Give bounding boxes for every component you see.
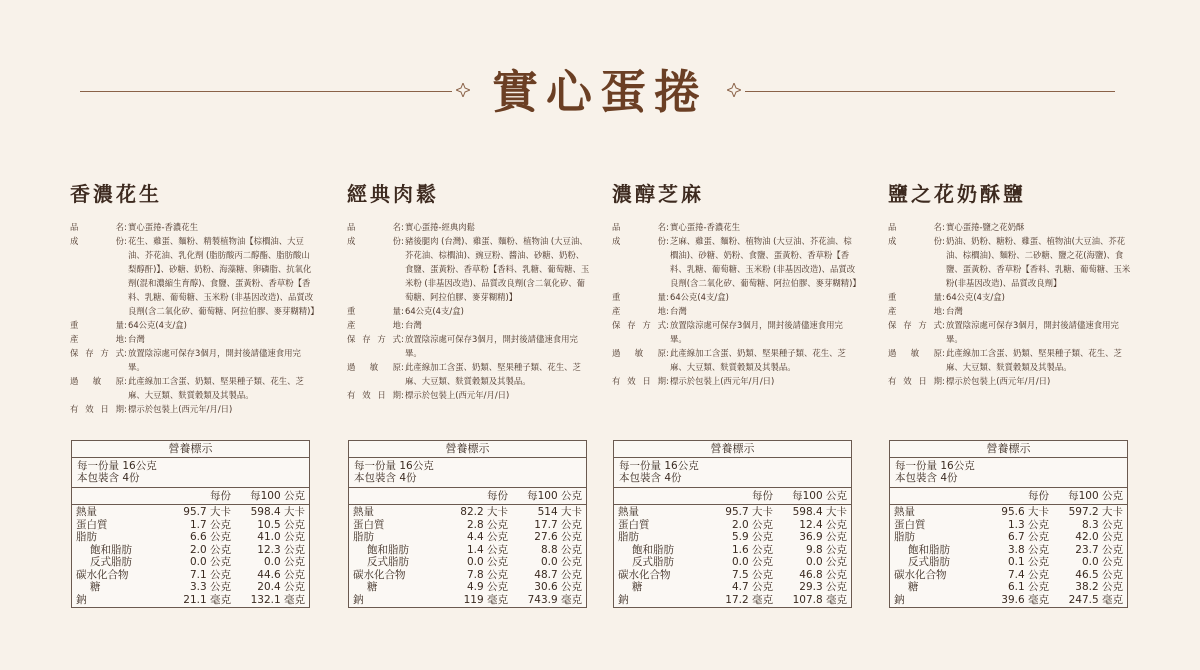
nutrient-per-100g: 36.9 公克 [799,531,847,543]
spec-label: 過敏原 [70,376,124,386]
nutrient-per-serving: 4.4 公克 [466,531,508,543]
product-column [888,180,1133,388]
spec-colon: : [401,334,404,344]
nutrient-name: 蛋白質 [353,518,385,531]
spec-value: 標示於包裝上(西元年/月/日) [670,376,775,386]
spec-value: 台灣 [405,320,422,330]
spec-label: 重量 [612,292,666,302]
spec-row-weight [888,290,1133,304]
spec-row-origin [70,332,315,346]
spec-colon: : [666,292,669,302]
spec-row-name [347,220,592,234]
spec-value: 台灣 [670,306,687,316]
nutrition-header-row [349,487,586,504]
spec-label: 產地 [612,306,666,316]
product-spec [347,220,592,402]
nutrient-name: 糖 [90,581,101,593]
nutrient-name: 碳水化合物 [76,568,129,581]
nutrient-per-serving: 6.7 公克 [1007,531,1049,543]
nutrient-per-100g: 8.3 公克 [1081,518,1123,531]
nutrition-row [890,531,1127,544]
nutrition-header-per-100g: 每100 公克 [250,490,305,502]
spec-label: 成份 [612,236,666,246]
nutrition-header-per-100g: 每100 公克 [792,490,847,502]
spec-label: 重量 [70,320,124,330]
nutrition-header-blank [614,488,703,504]
nutrient-per-serving: 2.0 公克 [189,543,231,556]
nutrition-header-per-serving: 每份 [487,490,508,502]
spec-row-ingredients [347,234,592,304]
spec-colon: : [942,222,945,232]
spec-label: 過敏原 [612,348,666,358]
nutrient-name: 鈉 [618,593,629,606]
spec-colon: : [942,292,945,302]
nutrient-name: 反式脂肪 [367,556,409,568]
nutrition-serving-info [890,458,1127,484]
spec-label: 品名 [70,222,124,232]
nutrition-rows [890,504,1127,607]
nutrition-header-per-serving: 每份 [1028,490,1049,502]
spec-colon: : [666,306,669,316]
nutrition-row [614,556,851,569]
product-name: 鹽之花奶酥鹽 [888,182,1026,206]
spec-colon: : [401,390,404,400]
nutrition-header-blank [349,488,438,504]
spec-label: 成份 [347,236,401,246]
nutrient-per-100g: 12.4 公克 [799,518,847,531]
nutrient-per-serving: 4.9 公克 [466,581,508,593]
spec-row-weight [612,290,857,304]
spec-label: 產地 [888,306,942,316]
nutrient-name: 糖 [367,581,378,593]
nutrient-per-100g: 598.4 大卡 [792,506,847,518]
nutrition-title: 營養標示 [890,441,1127,458]
nutrient-per-100g: 46.8 公克 [799,568,847,581]
nutrition-header-blank [890,488,979,504]
spec-row-storage [70,346,315,374]
nutrient-name: 反式脂肪 [908,556,950,568]
spec-value: 豬後腿肉 (台灣)、雞蛋、麵粉、植物油 (大豆油、芥花油、棕櫚油)、豌豆粉、醬油、砂糖、奶粉、食鹽、蛋黃粉、香草粉【香料、乳糖、葡萄糖、玉米粉 (非基因改造)、品質改良劑(含二氧化矽、葡萄糖、阿拉伯膠、麥芽糊精)】 [405,236,590,302]
spec-row-allergen [70,374,315,402]
nutrient-per-100g: 0.0 公克 [540,556,582,568]
nutrition-serving-info [614,458,851,484]
nutrient-per-serving: 1.4 公克 [466,543,508,556]
nutrition-title: 營養標示 [72,441,309,458]
spec-value: 64公克(4支/盒) [405,306,464,316]
servings-per-package: 本包裝含 4份 [77,472,140,484]
product-column [612,180,861,388]
nutrient-per-100g: 20.4 公克 [257,581,305,593]
spec-colon: : [942,376,945,386]
nutrient-per-serving: 1.3 公克 [1007,518,1049,531]
nutrient-per-100g: 514 大卡 [537,506,582,518]
nutrient-name: 碳水化合物 [618,568,671,581]
nutrition-row [72,544,309,557]
nutrient-name: 碳水化合物 [353,568,406,581]
spec-row-storage [612,318,857,346]
nutrition-row [890,581,1127,594]
spec-colon: : [124,376,127,386]
spec-colon: : [666,320,669,330]
nutrient-per-serving: 82.2 大卡 [460,506,508,518]
spec-row-storage [347,332,592,360]
nutrient-per-100g: 29.3 公克 [799,581,847,593]
spec-colon: : [401,362,404,372]
nutrition-row [614,581,851,594]
nutrient-per-serving: 95.7 大卡 [725,506,773,518]
servings-per-package: 本包裝含 4份 [895,472,958,484]
nutrient-name: 飽和脂肪 [90,543,132,556]
nutrition-rows [614,504,851,607]
nutrient-per-100g: 38.2 公克 [1075,581,1123,593]
nutrition-row [890,569,1127,582]
nutrition-row [614,569,851,582]
spec-label: 保存方式 [888,320,942,330]
nutrition-row [890,544,1127,557]
nutrient-per-serving: 0.0 公克 [189,556,231,568]
nutrient-per-serving: 2.8 公克 [466,518,508,531]
nutrient-per-100g: 743.9 毫克 [527,593,582,606]
product-column [70,180,319,416]
spec-label: 有效日期 [612,376,666,386]
servings-per-package: 本包裝含 4份 [354,472,417,484]
product-spec [888,220,1133,388]
diamond-ornament-icon [456,83,470,97]
serving-size: 每一份量 16公克 [354,460,434,472]
nutrition-header-row [614,487,851,504]
spec-colon: : [124,222,127,232]
nutrition-row [614,594,851,607]
spec-label: 過敏原 [888,348,942,358]
spec-colon: : [666,376,669,386]
nutrient-per-serving: 7.8 公克 [466,568,508,581]
spec-value: 此產線加工含蛋、奶類、堅果種子類、花生、芝麻、大豆類、麩質穀類及其製品。 [128,376,304,400]
nutrient-per-serving: 2.0 公克 [731,518,773,531]
spec-value: 放置陰涼處可保存3個月，開封後請儘速食用完畢。 [405,334,578,358]
spec-row-origin [888,304,1133,318]
nutrition-row [349,519,586,532]
nutrition-serving-info [349,458,586,484]
nutrition-header-row [890,487,1127,504]
nutrition-row [349,506,586,519]
nutrient-per-100g: 27.6 公克 [534,531,582,543]
nutrition-row [349,594,586,607]
serving-size: 每一份量 16公克 [895,460,975,472]
spec-colon: : [401,236,404,246]
spec-colon: : [942,320,945,330]
nutrient-per-serving: 7.5 公克 [731,568,773,581]
spec-colon: : [666,236,669,246]
spec-label: 有效日期 [70,404,124,414]
nutrition-header-per-serving: 每份 [210,490,231,502]
nutrient-per-serving: 39.6 毫克 [1001,593,1049,606]
nutrition-row [890,556,1127,569]
nutrient-name: 熱量 [76,506,97,518]
nutrient-per-100g: 0.0 公克 [805,556,847,568]
nutrition-rows [72,504,309,607]
nutrient-per-serving: 95.7 大卡 [183,506,231,518]
nutrition-row [72,556,309,569]
spec-row-allergen [347,360,592,388]
nutrition-row [72,531,309,544]
nutrient-per-serving: 21.1 毫克 [183,593,231,606]
spec-colon: : [942,348,945,358]
nutrition-table [348,440,587,608]
nutrition-row [890,519,1127,532]
spec-colon: : [124,236,127,246]
spec-row-weight [70,318,315,332]
nutrient-per-100g: 48.7 公克 [534,568,582,581]
nutrient-per-100g: 0.0 公克 [263,556,305,568]
nutrient-per-serving: 119 毫克 [463,593,508,606]
spec-row-expiry [70,402,315,416]
nutrient-per-100g: 8.8 公克 [540,543,582,556]
nutrient-name: 蛋白質 [618,518,650,531]
nutrition-row [349,581,586,594]
nutrient-name: 飽和脂肪 [367,543,409,556]
nutrient-name: 反式脂肪 [632,556,674,568]
spec-colon: : [666,348,669,358]
nutrient-per-100g: 30.6 公克 [534,581,582,593]
spec-value: 放置陰涼處可保存3個月，開封後請儘速食用完畢。 [670,320,843,344]
header-rule-left [80,91,452,92]
nutrition-title: 營養標示 [349,441,586,458]
nutrient-per-100g: 10.5 公克 [257,518,305,531]
product-column [347,180,592,402]
nutrient-name: 鈉 [76,593,87,606]
product-name: 濃醇芝麻 [612,182,704,206]
nutrition-row [890,506,1127,519]
nutrient-per-serving: 3.3 公克 [189,581,231,593]
spec-label: 品名 [888,222,942,232]
nutrition-table [889,440,1128,608]
spec-label: 有效日期 [347,390,401,400]
nutrient-per-100g: 247.5 毫克 [1068,593,1123,606]
nutrient-per-serving: 6.6 公克 [189,531,231,543]
spec-value: 芝麻、雞蛋、麵粉、植物油 (大豆油、芥花油、棕櫚油)、砂糖、奶粉、食鹽、蛋黃粉、香草粉【香料、乳糖、葡萄糖、玉米粉 (非基因改造)、品質改良劑(含二氧化矽、葡萄糖、阿拉伯膠、麥芽糊精)】 [670,236,861,288]
spec-value: 實心蛋捲-香濃花生 [670,222,741,232]
spec-row-expiry [888,374,1133,388]
nutrition-row [72,519,309,532]
serving-size: 每一份量 16公克 [77,460,157,472]
nutrient-per-100g: 9.8 公克 [805,543,847,556]
nutrition-header-per-100g: 每100 公克 [527,490,582,502]
spec-label: 產地 [70,334,124,344]
nutrient-name: 鈉 [353,593,364,606]
spec-label: 有效日期 [888,376,942,386]
spec-label: 保存方式 [347,334,401,344]
nutrient-name: 脂肪 [353,531,374,543]
nutrition-header-blank [72,488,161,504]
spec-row-ingredients [70,234,319,318]
nutrient-per-100g: 598.4 大卡 [250,506,305,518]
nutrition-row [614,519,851,532]
nutrition-row [614,544,851,557]
diamond-ornament-icon [727,83,741,97]
nutrient-per-100g: 41.0 公克 [257,531,305,543]
nutrient-per-serving: 1.7 公克 [189,518,231,531]
nutrient-per-serving: 0.1 公克 [1007,556,1049,568]
nutrition-table [613,440,852,608]
nutrient-per-serving: 4.7 公克 [731,581,773,593]
nutrient-name: 糖 [632,581,643,593]
spec-row-allergen [612,346,857,374]
nutrition-header-row [72,487,309,504]
nutrition-row [72,569,309,582]
spec-label: 重量 [347,306,401,316]
nutrient-name: 脂肪 [894,531,915,543]
nutrition-row [72,594,309,607]
nutrient-per-100g: 0.0 公克 [1081,556,1123,568]
nutrient-name: 熱量 [353,506,374,518]
nutrition-serving-info [72,458,309,484]
spec-colon: : [666,222,669,232]
nutrient-name: 脂肪 [76,531,97,543]
spec-value: 實心蛋捲-香濃花生 [128,222,199,232]
nutrient-name: 脂肪 [618,531,639,543]
spec-label: 過敏原 [347,362,401,372]
spec-label: 重量 [888,292,942,302]
nutrient-name: 熱量 [618,506,639,518]
nutrient-per-100g: 17.7 公克 [534,518,582,531]
spec-row-storage [888,318,1133,346]
spec-value: 此產線加工含蛋、奶類、堅果種子類、花生、芝麻、大豆類、麩質穀類及其製品。 [405,362,581,386]
spec-value: 台灣 [128,334,145,344]
nutrition-row [349,556,586,569]
nutrient-per-100g: 42.0 公克 [1075,531,1123,543]
nutrient-per-100g: 46.5 公克 [1075,568,1123,581]
spec-label: 保存方式 [70,348,124,358]
spec-row-ingredients [888,234,1133,290]
spec-value: 標示於包裝上(西元年/月/日) [405,390,510,400]
spec-colon: : [942,236,945,246]
spec-colon: : [401,306,404,316]
spec-colon: : [124,334,127,344]
nutrition-rows [349,504,586,607]
product-name: 經典肉鬆 [347,182,439,206]
spec-label: 品名 [612,222,666,232]
nutrient-name: 熱量 [894,506,915,518]
nutrient-per-serving: 6.1 公克 [1007,581,1049,593]
spec-label: 品名 [347,222,401,232]
spec-value: 實心蛋捲-經典肉鬆 [405,222,476,232]
spec-label: 成份 [888,236,942,246]
spec-colon: : [124,348,127,358]
spec-row-name [888,220,1133,234]
nutrition-row [614,506,851,519]
nutrient-per-serving: 1.6 公克 [731,543,773,556]
nutrition-header-per-100g: 每100 公克 [1068,490,1123,502]
nutrition-row [890,594,1127,607]
spec-colon: : [401,222,404,232]
nutrient-per-100g: 132.1 毫克 [250,593,305,606]
page-title: 實心蛋捲 [492,65,708,119]
spec-value: 放置陰涼處可保存3個月，開封後請儘速食用完畢。 [946,320,1119,344]
spec-value: 奶油、奶粉、糖粉、雞蛋、植物油(大豆油、芥花油、棕櫚油)、麵粉、二砂糖、鹽之花(海鹽)、食鹽、蛋黃粉、香草粉【香料、乳糖、葡萄糖、玉米粉(非基因改造)、品質改良劑】 [946,236,1131,288]
spec-value: 放置陰涼處可保存3個月，開封後請儘速食用完畢。 [128,348,301,372]
serving-size: 每一份量 16公克 [619,460,699,472]
spec-row-weight [347,304,592,318]
nutrient-per-serving: 17.2 毫克 [725,593,773,606]
nutrient-name: 蛋白質 [76,518,108,531]
spec-row-allergen [888,346,1133,374]
nutrition-row [614,531,851,544]
spec-value: 此產線加工含蛋、奶類、堅果種子類、花生、芝麻、大豆類、麩質穀類及其製品。 [946,348,1122,372]
spec-value: 標示於包裝上(西元年/月/日) [946,376,1051,386]
spec-value: 64公克(4支/盒) [670,292,729,302]
spec-label: 成份 [70,236,124,246]
nutrient-per-serving: 5.9 公克 [731,531,773,543]
spec-row-name [612,220,857,234]
spec-value: 實心蛋捲-鹽之花奶酥 [946,222,1025,232]
nutrient-per-serving: 95.6 大卡 [1001,506,1049,518]
spec-value: 64公克(4支/盒) [946,292,1005,302]
nutrition-row [72,506,309,519]
spec-value: 64公克(4支/盒) [128,320,187,330]
nutrition-row [349,544,586,557]
nutrient-name: 碳水化合物 [894,568,947,581]
page-header [0,58,1200,128]
spec-value: 此產線加工含蛋、奶類、堅果種子類、花生、芝麻、大豆類、麩質穀類及其製品。 [670,348,846,372]
spec-colon: : [124,320,127,330]
nutrient-per-serving: 3.8 公克 [1007,543,1049,556]
nutrition-row [349,531,586,544]
spec-colon: : [124,404,127,414]
servings-per-package: 本包裝含 4份 [619,472,682,484]
spec-row-origin [347,318,592,332]
header-rule-right [745,91,1115,92]
nutrient-name: 飽和脂肪 [908,543,950,556]
nutrient-name: 鈉 [894,593,905,606]
spec-colon: : [942,306,945,316]
nutrient-per-100g: 107.8 毫克 [792,593,847,606]
spec-value: 台灣 [946,306,963,316]
nutrient-per-serving: 0.0 公克 [731,556,773,568]
spec-colon: : [401,320,404,330]
nutrition-title: 營養標示 [614,441,851,458]
nutrient-per-100g: 44.6 公克 [257,568,305,581]
spec-row-ingredients [612,234,861,290]
spec-row-expiry [612,374,857,388]
spec-row-origin [612,304,857,318]
spec-label: 保存方式 [612,320,666,330]
product-spec [70,220,319,416]
spec-row-name [70,220,315,234]
nutrient-name: 飽和脂肪 [632,543,674,556]
product-name: 香濃花生 [70,182,162,206]
nutrition-row [72,581,309,594]
nutrient-per-100g: 597.2 大卡 [1068,506,1123,518]
nutrient-per-100g: 12.3 公克 [257,543,305,556]
nutrient-per-serving: 0.0 公克 [466,556,508,568]
product-spec [612,220,861,388]
nutrition-row [349,569,586,582]
nutrient-name: 糖 [908,581,919,593]
nutrition-table [71,440,310,608]
nutrient-per-100g: 23.7 公克 [1075,543,1123,556]
nutrient-name: 蛋白質 [894,518,926,531]
spec-value: 標示於包裝上(西元年/月/日) [128,404,233,414]
spec-label: 產地 [347,320,401,330]
nutrient-name: 反式脂肪 [90,556,132,568]
spec-value: 花生、雞蛋、麵粉、精製植物油【棕櫚油、大豆油、芥花油、乳化劑 (脂肪酸丙二醇酯、脂肪酸山梨醇酐)】、砂糖、奶粉、海藻糖、卵磷脂、抗氧化劑(混和濃縮生育醇)、食鹽、蛋黃粉、香草粉【香料、乳糖、葡萄糖、玉米粉 (非基因改造)、品質改良劑(含二氧化矽、葡萄糖、阿拉伯膠、麥芽糊精)】 [128,236,319,316]
nutrition-header-per-serving: 每份 [752,490,773,502]
spec-row-expiry [347,388,592,402]
nutrient-per-serving: 7.1 公克 [189,568,231,581]
nutrient-per-serving: 7.4 公克 [1007,568,1049,581]
